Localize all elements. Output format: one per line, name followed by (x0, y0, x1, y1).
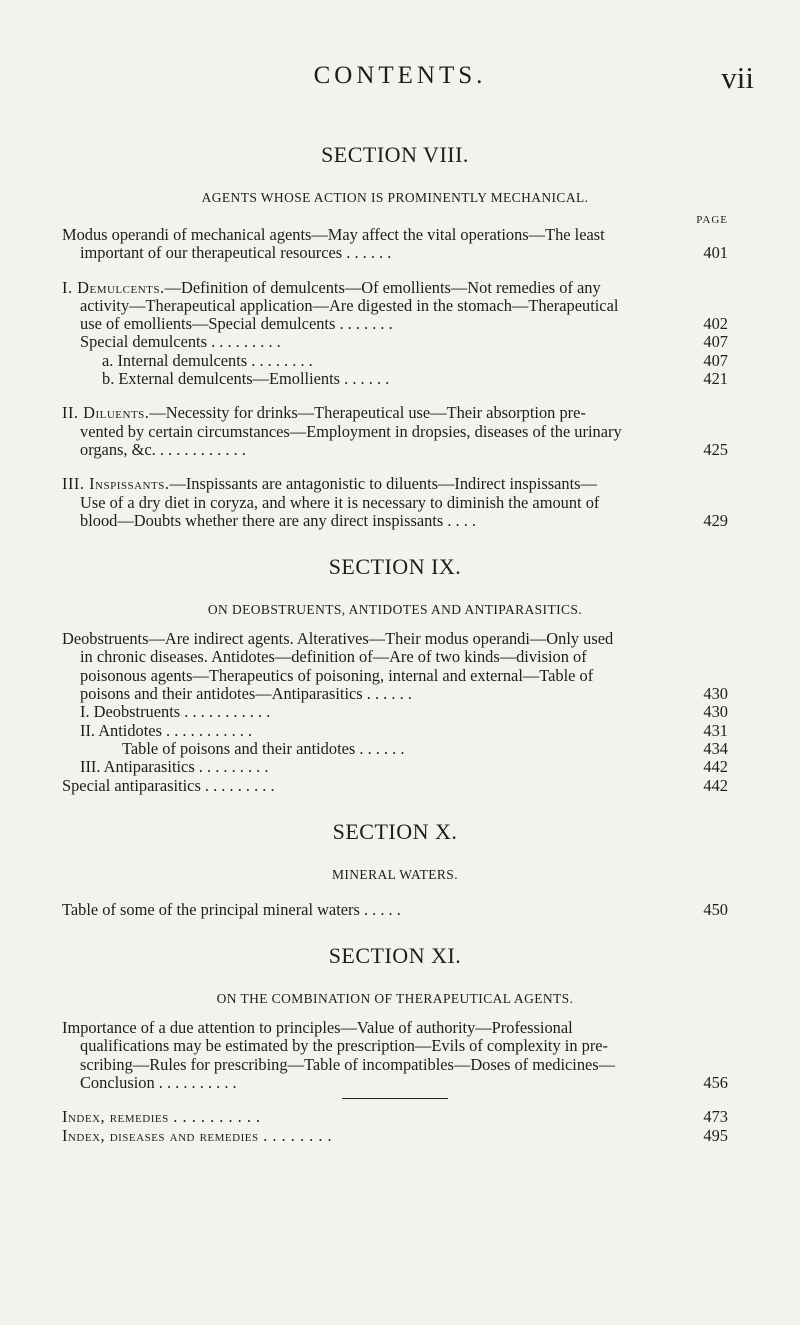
page-ref: 429 (703, 510, 728, 530)
entry-line: —Definition of demulcents—Of emollients—Not remedies of any (164, 277, 601, 297)
section-subtitle: AGENTS WHOSE ACTION IS PROMINENTLY MECHANICAL. (201, 190, 589, 205)
entry-line: activity—Therapeutical application—Are digested in the stomach—Therapeutical (80, 295, 619, 315)
entry-heading: II. Diluents. (62, 403, 150, 423)
entry-line: Table of poisons and their antidotes . . . . . . (122, 738, 405, 758)
entry-line: in chronic diseases. Antidotes—definition of—Are of two kinds—division of (80, 647, 587, 667)
section-title: SECTION XI. (328, 943, 462, 969)
entry-line: scribing—Rules for prescribing—Table of incompatibles—Doses of medicines— (80, 1054, 616, 1074)
entry-line: III. Antiparasitics . . . . . . . . . (80, 757, 269, 777)
divider-rule (342, 1098, 448, 1099)
page-number: vii (721, 60, 754, 95)
page-ref: 402 (703, 314, 728, 334)
entry-line: Conclusion . . . . . . . . . . (80, 1073, 237, 1093)
section-x (62, 819, 728, 919)
entry-line: —Necessity for drinks—Therapeutical use—Their absorption pre- (149, 403, 586, 423)
entry-line: Table of some of the principal mineral waters . . . . . (62, 899, 401, 919)
entry-line: Modus operandi of mechanical agents—May affect the vital operations—The least (62, 225, 605, 244)
section-xi (62, 943, 728, 1092)
entry-line: Importance of a due attention to principles—Value of authority—Professional (62, 1018, 573, 1038)
entry-line: —Inspissants are antagonistic to diluents—Indirect inspissants— (169, 474, 597, 494)
entry-heading: III. Inspissants. (62, 474, 170, 494)
page-ref: 456 (703, 1073, 728, 1093)
entry-line: blood—Doubts whether there are any direct inspissants . . . . (80, 510, 477, 530)
entry-line: I. Deobstruents . . . . . . . . . . . (80, 702, 271, 722)
entry-line: Use of a dry diet in coryza, and where it is necessary to diminish the amount of (80, 492, 600, 512)
entry-demulcents (62, 279, 728, 389)
page-ref: 407 (703, 350, 728, 370)
page-ref: 407 (703, 332, 728, 352)
entry-line: poisons and their antidotes—Antiparasitics . . . . . . (80, 684, 412, 704)
entry-line: b. External demulcents—Emollients . . . . . . (102, 369, 390, 389)
page-column-label: PAGE (696, 214, 728, 226)
entry-line: important of our therapeutical resources . . . . . . (80, 243, 392, 263)
page-ref: 430 (703, 702, 728, 722)
entry-line: use of emollients—Special demulcents . . . . . . . (80, 314, 393, 334)
page-ref: 431 (703, 720, 728, 740)
page-ref: 473 (703, 1107, 728, 1127)
section-ix (62, 554, 728, 795)
index-entries (62, 1107, 728, 1145)
page-ref: 434 (703, 738, 728, 758)
section-viii (62, 142, 728, 530)
section-subtitle: ON DEOBSTRUENTS, ANTIDOTES AND ANTIPARASITICS. (207, 602, 583, 618)
section-subtitle: MINERAL WATERS. (331, 866, 458, 882)
entry-intro (62, 226, 728, 263)
entry-inspissants (62, 475, 728, 530)
page-ref: 401 (703, 243, 728, 263)
entry-line: Special demulcents . . . . . . . . . (80, 332, 281, 352)
page-ref: 421 (703, 369, 728, 389)
entry-mineral-waters (62, 901, 728, 919)
section-title: SECTION X. (332, 818, 458, 844)
entry-line: poisonous agents—Therapeutics of poisoning, internal and external—Table of (80, 665, 594, 685)
entry-combination (62, 1019, 728, 1092)
index-diseases-link[interactable]: Index, diseases and remedies . . . . . . . . (62, 1126, 333, 1146)
entry-line: qualifications may be estimated by the prescription—Evils of complexity in pre- (80, 1036, 609, 1056)
page-ref: 442 (703, 775, 728, 795)
section-title: SECTION IX. (328, 554, 462, 580)
entry-diluents (62, 404, 728, 459)
entry-line: Deobstruents—Are indirect agents. Alteratives—Their modus operandi—Only used (62, 629, 614, 649)
contents-body (62, 118, 728, 1145)
entry-line: a. Internal demulcents . . . . . . . . (102, 350, 313, 370)
entry-deobstruents (62, 630, 728, 795)
section-title: SECTION VIII. (321, 142, 469, 167)
entry-line: II. Antidotes . . . . . . . . . . . (80, 720, 253, 740)
page-ref: 495 (703, 1126, 728, 1146)
running-head (0, 62, 800, 102)
entry-heading: I. Demulcents. (62, 277, 165, 297)
page-ref: 442 (703, 757, 728, 777)
entry-line: Special antiparasitics . . . . . . . . . (62, 775, 275, 795)
running-title: CONTENTS. (313, 62, 487, 89)
section-subtitle: ON THE COMBINATION OF THERAPEUTICAL AGENTS. (216, 991, 574, 1007)
page-ref: 425 (703, 439, 728, 459)
page-ref: 430 (703, 684, 728, 704)
entry-line: vented by certain circumstances—Employment in dropsies, diseases of the urinary (80, 421, 622, 441)
index-remedies-link[interactable]: Index, remedies . . . . . . . . . . (62, 1107, 261, 1127)
page-ref: 450 (703, 899, 728, 919)
entry-line: organs, &c. . . . . . . . . . . . (80, 439, 246, 459)
